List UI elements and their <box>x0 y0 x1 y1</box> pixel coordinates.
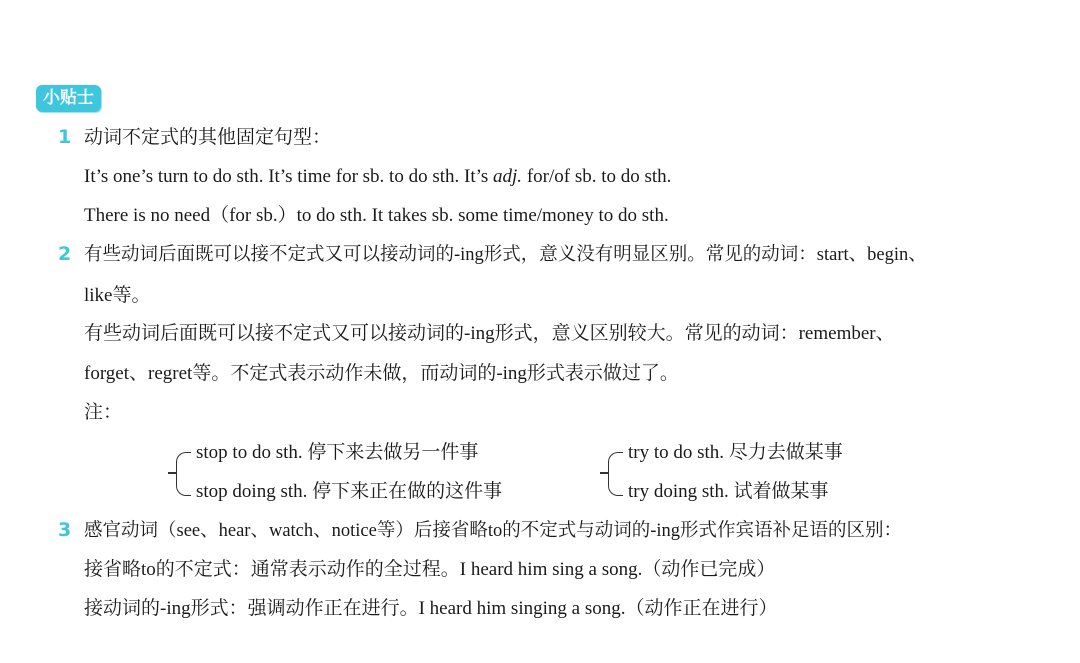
stop-doing: stop doing sth. 停下来正在做的这件事 <box>196 481 503 502</box>
section-1-line-2: There is no need（for sb.）to do sth. It takes sb. some time/money to do sth. <box>84 205 669 226</box>
section-2-line-4: forget、regret等。不定式表示动作未做，而动词的-ing形式表示做过了。 <box>84 363 679 384</box>
section-2-note: 注： <box>84 402 123 423</box>
try-to-do: try to do sth. 尽力去做某事 <box>628 442 843 463</box>
stop-to-do: stop to do sth. 停下来去做另一件事 <box>196 442 479 463</box>
brace-try-tick <box>600 472 608 474</box>
section-2-line-2: like等。 <box>84 285 151 306</box>
section-1-adj: adj. <box>493 166 523 187</box>
section-3-line-1: 感官动词（see、hear、watch、notice等）后接省略to的不定式与动词的-ing形式作宾语补足语的区别： <box>84 521 903 541</box>
section-1-line-1-text: It’s one’s turn to do sth. It’s time for sb. to do sth. It’s <box>84 166 489 187</box>
section-1-line-1-end: for/of sb. to do sth. <box>526 166 672 187</box>
section-3-line-2: 接省略to的不定式：通常表示动作的全过程。I heard him sing a song.（动作已完成） <box>84 559 776 580</box>
brace-stop <box>176 452 191 496</box>
section-number-2: 2 <box>58 243 72 265</box>
section-number-1: 1 <box>58 126 72 148</box>
section-2-line-3: 有些动词后面既可以接不定式又可以接动词的-ing形式，意义区别较大。常见的动词：remember、 <box>84 323 895 344</box>
try-doing: try doing sth. 试着做某事 <box>628 481 829 502</box>
section-2-line-1: 有些动词后面既可以接不定式又可以接动词的-ing形式，意义没有明显区别。常见的动词：start、begin、 <box>84 245 927 265</box>
section-1-title: 动词不定式的其他固定句型： <box>84 127 332 148</box>
tips-badge: 小贴士 <box>36 85 101 112</box>
brace-try <box>608 452 623 496</box>
section-1-line-1 <box>84 165 671 189</box>
section-3-line-3: 接动词的-ing形式：强调动作正在进行。I heard him singing a song.（动作正在进行） <box>84 598 778 619</box>
section-number-3: 3 <box>58 519 72 541</box>
brace-stop-tick <box>168 472 176 474</box>
